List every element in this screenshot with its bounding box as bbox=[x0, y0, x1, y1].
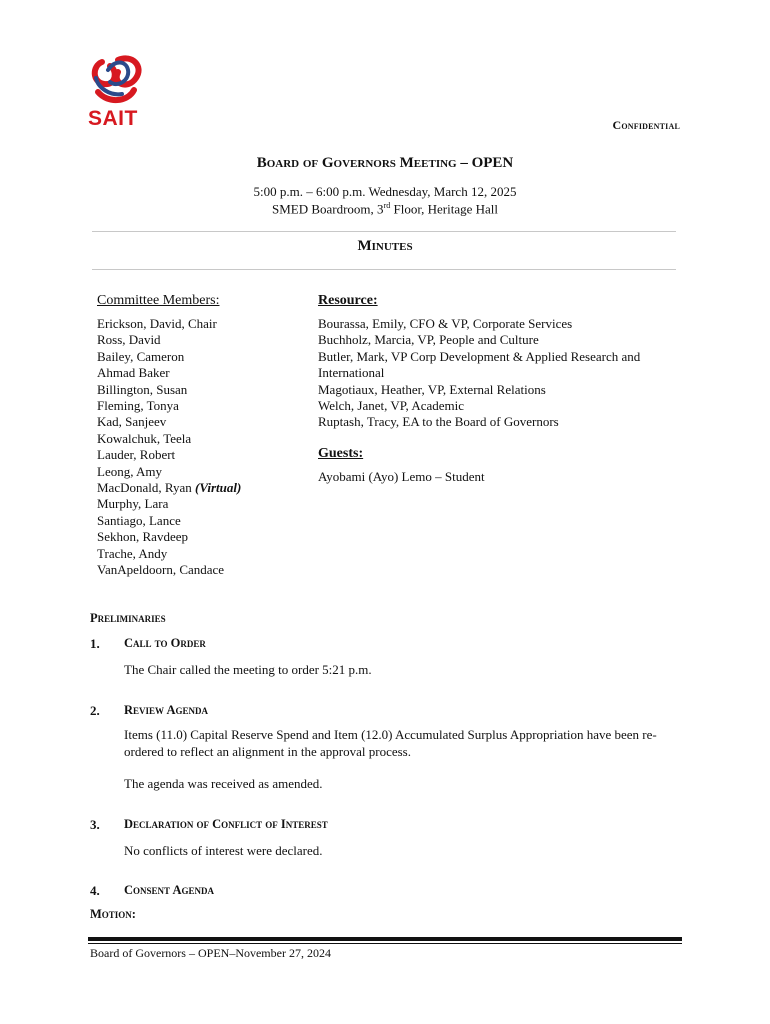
member-item: Murphy, Lara bbox=[97, 496, 169, 512]
resource-item: International bbox=[318, 365, 385, 381]
footer-rule-thin bbox=[88, 943, 682, 944]
section-number: 1. bbox=[90, 636, 100, 651]
section-heading-review-agenda: Review Agenda bbox=[124, 703, 208, 717]
section-paragraph: No conflicts of interest were declared. bbox=[124, 843, 323, 858]
member-item: Trache, Andy bbox=[97, 545, 168, 561]
resource-item: Magotiaux, Heather, VP, External Relations bbox=[318, 381, 546, 397]
member-item: Fleming, Tonya bbox=[97, 398, 179, 414]
motion-label: Motion: bbox=[90, 907, 136, 921]
divider-bottom bbox=[92, 269, 676, 270]
guests-heading: Guests: bbox=[318, 445, 364, 461]
logo-text: SAIT bbox=[88, 107, 138, 130]
member-item: Leong, Amy bbox=[97, 463, 162, 479]
sait-logo bbox=[88, 52, 150, 132]
member-item: Erickson, David, Chair bbox=[97, 316, 217, 331]
member-item: Ross, David bbox=[97, 332, 161, 348]
confidential-label: Confidential bbox=[612, 118, 680, 132]
member-item: Kowalchuk, Teela bbox=[97, 430, 192, 446]
member-item: VanApeldoorn, Candace bbox=[97, 562, 225, 578]
member-item: Kad, Sanjeev bbox=[97, 414, 167, 430]
member-item-virtual: MacDonald, Ryan (Virtual) bbox=[97, 480, 242, 496]
resource-list bbox=[318, 292, 688, 485]
section-paragraph: Items (11.0) Capital Reserve Spend and Item (12.0) Accumulated Surplus Appropriation have been re-ordered to reflect an alignment in the approval process. bbox=[124, 727, 657, 759]
meeting-location: SMED Boardroom, 3rd Floor, Heritage Hall bbox=[271, 201, 499, 217]
section-number: 4. bbox=[90, 883, 100, 898]
section-heading-conflict-of-interest: Declaration of Conflict of Interest bbox=[124, 817, 328, 831]
resource-item: Buchholz, Marcia, VP, People and Culture bbox=[318, 332, 539, 348]
preliminaries-heading: Preliminaries bbox=[90, 611, 166, 625]
section-number: 2. bbox=[90, 703, 100, 718]
resource-item: Welch, Janet, VP, Academic bbox=[318, 398, 465, 414]
member-item: Lauder, Robert bbox=[97, 447, 176, 463]
resource-heading: Resource: bbox=[318, 293, 378, 308]
member-item: Bailey, Cameron bbox=[97, 348, 185, 364]
section-heading-consent-agenda: Consent Agenda bbox=[124, 883, 215, 897]
section-number: 3. bbox=[90, 817, 100, 832]
committee-members bbox=[97, 292, 241, 579]
resource-item: Ruptash, Tracy, EA to the Board of Governors bbox=[318, 414, 559, 430]
member-item: Santiago, Lance bbox=[97, 512, 181, 528]
committee-heading: Committee Members: bbox=[97, 293, 220, 308]
guest-item: Ayobami (Ayo) Lemo – Student bbox=[318, 468, 485, 484]
section-paragraph: The Chair called the meeting to order 5:21 p.m. bbox=[124, 662, 372, 677]
meeting-title: Board of Governors Meeting – OPEN bbox=[256, 155, 514, 171]
footer-rule-thick bbox=[88, 937, 682, 941]
sait-logo-mark-icon bbox=[88, 52, 150, 107]
member-item: Sekhon, Ravdeep bbox=[97, 529, 188, 545]
resource-item: Butler, Mark, VP Corp Development & Applied Research and bbox=[318, 348, 641, 364]
virtual-note: (Virtual) bbox=[195, 480, 242, 496]
section-heading-call-to-order: Call to Order bbox=[124, 636, 206, 650]
divider-top bbox=[92, 231, 676, 232]
resource-item: Bourassa, Emily, CFO & VP, Corporate Services bbox=[318, 316, 573, 331]
member-item: Ahmad Baker bbox=[97, 365, 170, 381]
section-paragraph: The agenda was received as amended. bbox=[124, 776, 323, 791]
minutes-heading: Minutes bbox=[357, 238, 413, 254]
meeting-time: 5:00 p.m. – 6:00 p.m. Wednesday, March 12, 2025 bbox=[253, 184, 517, 199]
footer-text: Board of Governors – OPEN–November 27, 2024 bbox=[90, 946, 331, 960]
member-item: Billington, Susan bbox=[97, 381, 188, 397]
